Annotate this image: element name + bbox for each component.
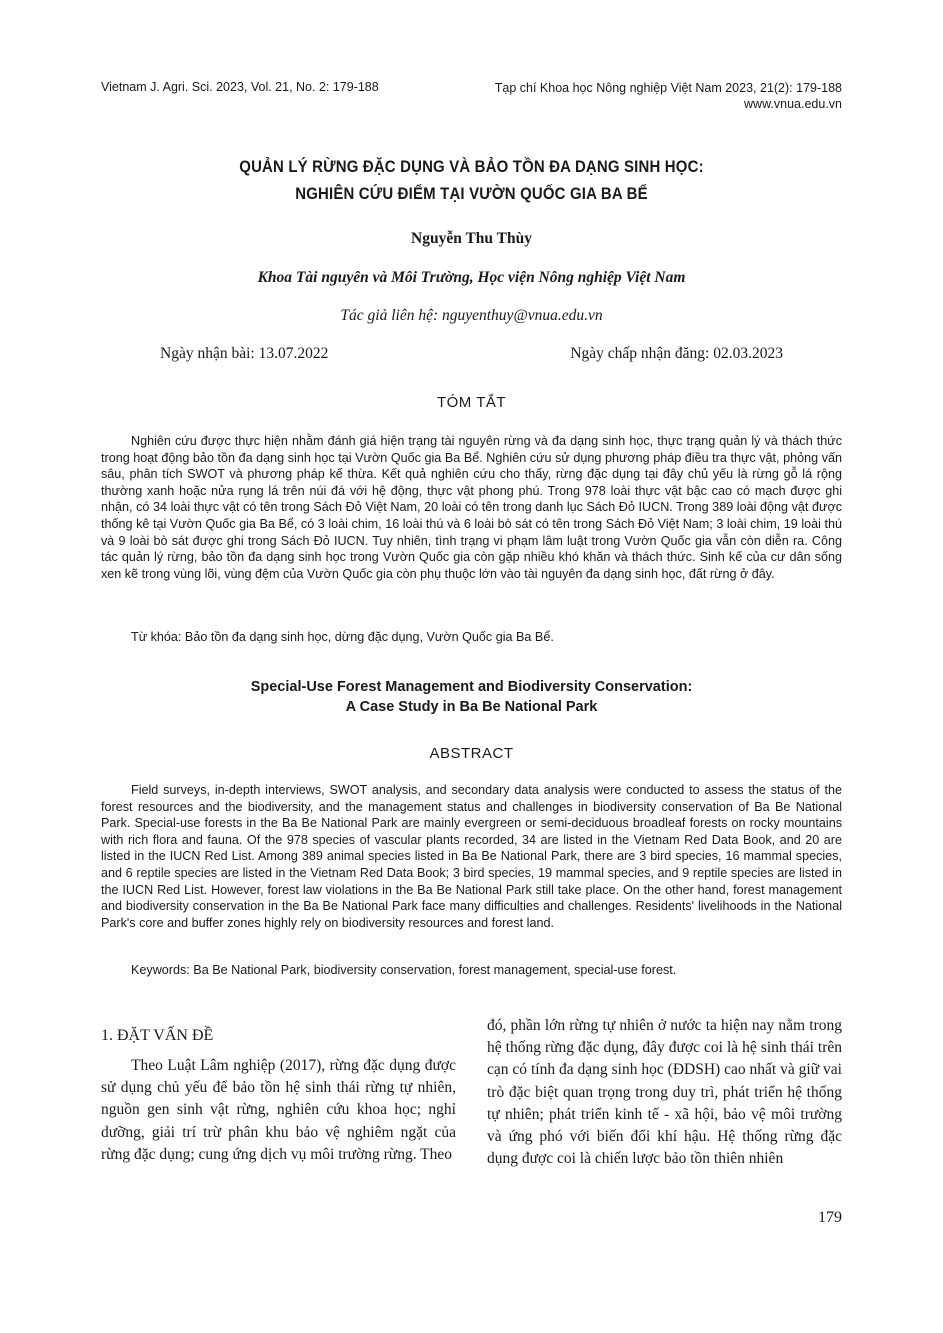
journal-citation-vi — [495, 80, 842, 112]
author-name: Nguyễn Thu Thùy — [411, 230, 532, 247]
abstract-en-heading: ABSTRACT — [429, 745, 514, 762]
journal-citation-en: Vietnam J. Agri. Sci. 2023, Vol. 21, No. 2: 179-188 — [101, 80, 379, 94]
body-paragraph: Theo Luật Lâm nghiệp (2017), rừng đặc dụng được sử dụng chủ yếu để bảo tồn hệ sinh thái rừng tự nhiên, nguồn gen sinh vật rừng, nghiên cứu khoa học; nghỉ dưỡng, giải trí trừ phân khu bảo vệ nghiêm ngặt của rừng đặc dụng; cung ứng dịch vụ môi trường rừng. Theo — [101, 1057, 456, 1163]
body-paragraph: đó, phần lớn rừng tự nhiên ở nước ta hiện nay nằm trong hệ thống rừng đặc dụng, đây được coi là hệ sinh thái trên cạn có tính đa dạng sinh học (ĐDSH) cao nhất và giữ vai trò đặc biệt quan trọng trong duy trì, phát triển hệ thống tự nhiên; phát triển kinh tế - xã hội, bảo vệ môi trường và ứng phó với biến đổi khí hậu. Hệ thống rừng đặc dụng được coi là chiến lược bảo tồn thiên nhiên — [487, 1017, 842, 1168]
abstract-en-body — [101, 782, 842, 931]
corresponding-author[interactable]: Tác giả liên hệ: nguyenthuy@vnua.edu.vn — [340, 307, 603, 324]
abstract-en-text: Field surveys, in-depth interviews, SWOT analysis, and secondary data analysis were conducted to assess the status of the forest resources and the biodiversity, and the management status and challenges in biodiversity conservation of Ba Be National Park. Special-use forests in the Ba Be National Park are mainly evergreen or semi-deciduous broadleaf forests on rocky mountains with rich flora and fauna. Of the 978 species of vascular plants recorded, 34 are listed in the Vietnam Red Data Book, and 20 are listed in the IUCN Red List. Among 389 animal species listed in Ba Be National Park, there are 3 bird species, 16 mammal species, and 6 reptile species are listed in the Vietnam Red Data Book; 3 bird species, 19 mammal species, and 9 reptile species are listed in the IUCN Red List. However, forest law violations in the Ba Be National Park still take place. On the other hand, forest management and biodiversity conservation in the Ba Be National Park face many difficulties and challenges. Residents' livelihoods in the National Park's core and buffer zones highly rely on biodiversity resources and forest land. — [101, 783, 842, 930]
summary-vi-heading: TÓM TẮT — [436, 394, 507, 411]
paper-title — [57, 153, 887, 207]
accepted-date: Ngày chấp nhận đăng: 02.03.2023 — [570, 345, 783, 362]
journal-website[interactable]: www.vnua.edu.vn — [744, 97, 842, 111]
english-title-line1: Special-Use Forest Management and Biodiversity Conservation: — [250, 679, 693, 695]
author-affiliation: Khoa Tài nguyên và Môi Trường, Học viện Nông nghiệp Việt Nam — [257, 269, 686, 286]
paper-title-line1: QUẢN LÝ RỪNG ĐẶC DỤNG VÀ BẢO TỒN ĐA DẠNG SINH HỌC: — [239, 157, 704, 176]
keywords-en: Keywords: Ba Be National Park, biodiversity conservation, forest management, special-use forest. — [131, 963, 677, 977]
received-date: Ngày nhận bài: 13.07.2022 — [160, 345, 329, 362]
summary-vi-text: Nghiên cứu được thực hiện nhằm đánh giá hiện trạng tài nguyên rừng và đa dạng sinh học, thực trạng quản lý và thách thức trong hoạt động bảo tồn đa dạng sinh học tại Vườn Quốc gia Ba Bể. Nghiên cứu sử dụng phương pháp điều tra thực vật, phỏng vấn sâu, phân tích SWOT và phương pháp kế thừa. Kết quả nghiên cứu cho thấy, rừng đặc dụng tại đây chủ yếu là rừng gỗ lá rộng thường xanh hoặc nửa rụng lá trên núi đá với hệ động, thực vật phong phú. Trong 978 loài thực vật bậc cao có mạch được ghi nhận, có 34 loài thực vật có tên trong Sách Đỏ Việt Nam, 20 loài có tên trong danh lục Sách Đỏ IUCN. Trong 389 loài động vật được thống kê tại Vườn Quốc gia Ba Bể, có 3 loài chim, 16 loài thú và 6 loài bò sát có tên trong Sách Đỏ Việt Nam; 3 loài chim, 19 loài thú và 9 loài bò sát được ghi trong Sách Đỏ IUCN. Tuy nhiên, tình trạng vi phạm lâm luật trong Vườn Quốc gia vẫn còn diễn ra. Công tác quản lý rừng, bảo tồn đa dạng sinh học trong Vườn Quốc gia còn gặp nhiều khó khăn và thách thức. Sinh kế của cư dân sống xen kẽ trong vùng lõi, vùng đệm của Vườn Quốc gia còn phụ thuộc lớn vào tài nguyên đa dạng sinh học, đất rừng ở đây. — [101, 434, 842, 581]
body-column-left — [101, 1055, 456, 1166]
keywords-vi: Từ khóa: Bảo tồn đa dạng sinh học, dừng đặc dụng, Vườn Quốc gia Ba Bể. — [131, 630, 554, 644]
summary-vi-body — [101, 433, 842, 582]
english-title — [0, 677, 943, 717]
page-number: 179 — [818, 1209, 842, 1226]
english-title-line2: A Case Study in Ba Be National Park — [345, 699, 598, 715]
body-column-right — [487, 1015, 842, 1170]
section-1-heading: 1. ĐẶT VẤN ĐỀ — [101, 1027, 214, 1044]
journal-citation-vi-line: Tạp chí Khoa học Nông nghiệp Việt Nam 2023, 21(2): 179-188 — [494, 81, 842, 95]
paper-title-line2: NGHIÊN CỨU ĐIỂM TẠI VƯỜN QUỐC GIA BA BỂ — [295, 184, 648, 203]
